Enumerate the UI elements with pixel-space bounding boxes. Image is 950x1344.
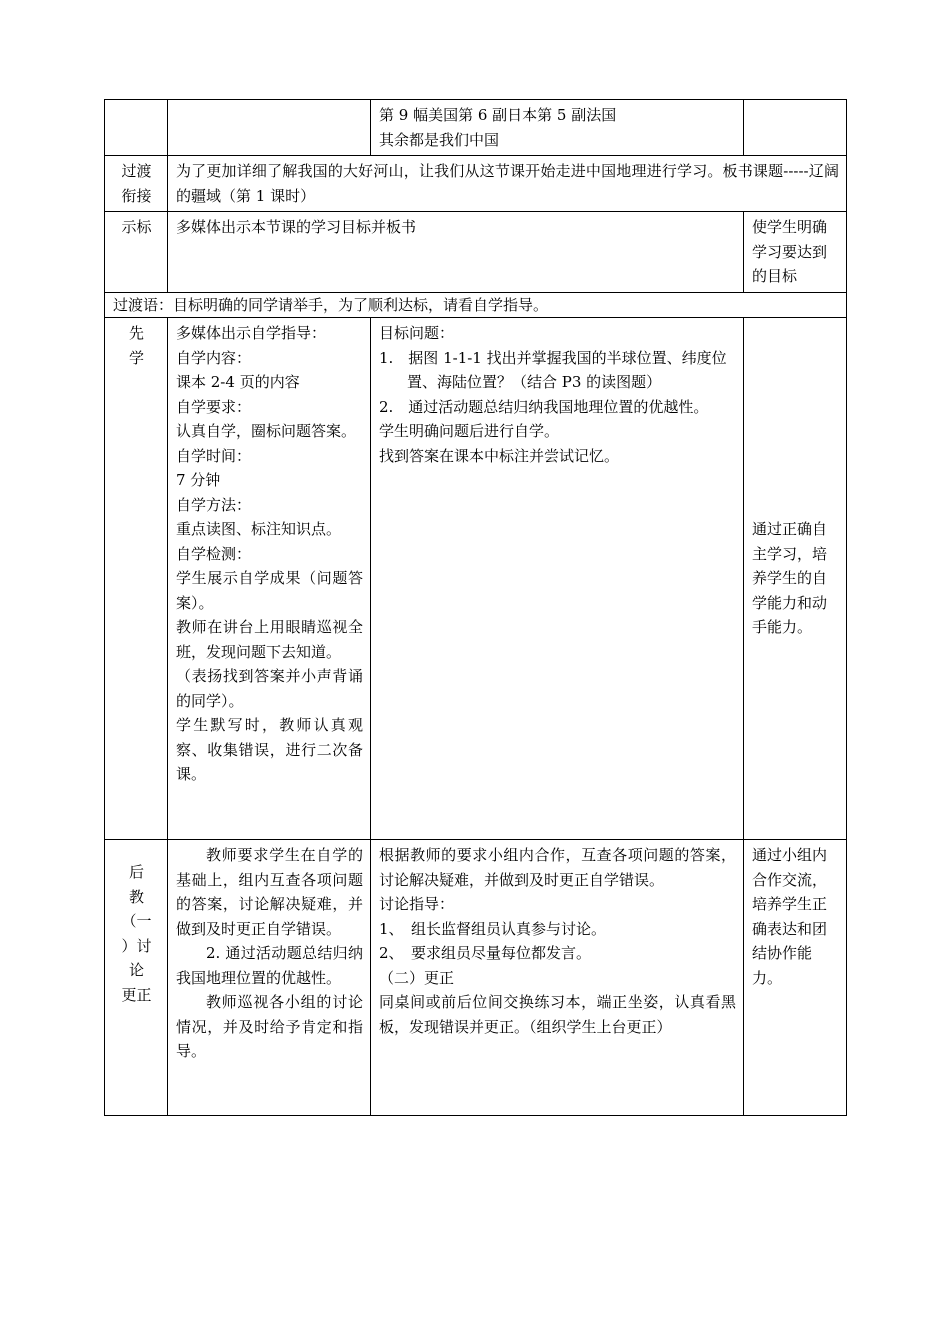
label-text: 更正 bbox=[121, 985, 152, 1004]
table-row-transition-2 bbox=[105, 293, 847, 318]
guide-line: 重点读图、标注知识点。 bbox=[176, 520, 342, 538]
label-cell-empty bbox=[105, 100, 168, 156]
teacher-cell-empty bbox=[168, 100, 371, 156]
student-paragraph: 讨论指导： bbox=[379, 895, 455, 913]
label-text: 论 bbox=[128, 961, 144, 979]
question-item: 1. 据图 1-1-1 找出并掌握我国的半球位置、纬度位置、海陆位置？（结合 P3 的读图题） bbox=[379, 348, 727, 391]
table-row-continuation bbox=[105, 100, 847, 156]
guide-line: 学生展示自学成果（问题答案）。 bbox=[176, 569, 363, 612]
question-item: 2. 通过活动题总结归纳我国地理位置的优越性。 bbox=[379, 397, 709, 416]
teacher-paragraph: 教师要求学生在自学的基础上，组内互查各项问题的答案，讨论解决疑难，并做到及时更正自学错误。 bbox=[176, 846, 363, 938]
transition-2-content: 过渡语：目标明确的同学请举手，为了顺利达标，请看自学指导。 bbox=[105, 293, 847, 318]
intent-cell-empty bbox=[744, 100, 847, 156]
guide-line: 自学检测： bbox=[176, 544, 252, 563]
goal-content: 多媒体出示本节课的学习目标并板书 bbox=[168, 212, 744, 293]
selfstudy-intent: 通过正确自主学习，培养学生的自学能力和动手能力。 bbox=[744, 318, 847, 840]
row-label bbox=[105, 840, 168, 1116]
guide-line: 自学内容： bbox=[176, 348, 252, 367]
row-label bbox=[105, 318, 168, 840]
question-list bbox=[379, 346, 736, 420]
discuss-intent: 通过小组内合作交流，培养学生正确表达和团结协作能力。 bbox=[744, 840, 847, 1116]
table-row-goal bbox=[105, 212, 847, 293]
label-text: （一 bbox=[121, 912, 152, 930]
student-paragraph: 同桌间或前后位间交换练习本，端正坐姿，认真看黑板，发现错误并更正。（组织学生上台更正） bbox=[379, 993, 736, 1036]
guide-line: 课本 2-4 页的内容 bbox=[176, 373, 300, 391]
student-paragraph: 1、 组长监督组员认真参与讨论。 bbox=[379, 919, 607, 938]
table-row-discuss bbox=[105, 840, 847, 1116]
text-line: 第 9 幅美国第 6 副日本第 5 副法国 bbox=[379, 106, 617, 124]
teacher-paragraph: 2. 通过活动题总结归纳我国地理位置的优越性。 bbox=[176, 944, 363, 987]
guide-line: 自学方法： bbox=[176, 495, 252, 514]
label-text: 衔接 bbox=[121, 186, 152, 205]
selfstudy-questions bbox=[371, 318, 744, 840]
guide-line: 自学时间： bbox=[176, 446, 252, 465]
student-line: 找到答案在课本中标注并尝试记忆。 bbox=[379, 446, 620, 465]
guide-line: 7 分钟 bbox=[176, 471, 221, 489]
guide-line: 多媒体出示自学指导： bbox=[176, 324, 327, 342]
label-text: 学 bbox=[128, 348, 144, 367]
guide-line: 认真自学，圈标问题答案。 bbox=[176, 422, 357, 440]
guide-line: 自学要求： bbox=[176, 397, 252, 416]
student-cell bbox=[371, 100, 744, 156]
student-line: 学生明确问题后进行自学。 bbox=[379, 422, 560, 440]
discuss-teacher bbox=[168, 840, 371, 1116]
questions-title: 目标问题： bbox=[379, 324, 455, 342]
student-paragraph: 2、 要求组员尽量每位都发言。 bbox=[379, 944, 592, 962]
row-label: 示标 bbox=[105, 212, 168, 293]
label-text: 教 bbox=[128, 887, 144, 906]
lesson-plan-table bbox=[104, 99, 847, 1116]
row-label bbox=[105, 156, 168, 212]
teacher-paragraph: 教师巡视各小组的讨论情况，并及时给予肯定和指导。 bbox=[176, 993, 363, 1060]
label-text: ）讨 bbox=[121, 936, 152, 955]
selfstudy-guide bbox=[168, 318, 371, 840]
guide-line: 学生默写时，教师认真观察、收集错误，进行二次备课。 bbox=[176, 716, 363, 783]
student-paragraph: （二）更正 bbox=[379, 968, 455, 987]
guide-line: 教师在讲台上用眼睛巡视全班，发现问题下去知道。 bbox=[176, 618, 363, 661]
student-paragraph: 根据教师的要求小组内合作，互查各项问题的答案，讨论解决疑难，并做到及时更正自学错误。 bbox=[379, 846, 736, 889]
label-text: 先 bbox=[128, 324, 144, 342]
label-text: 后 bbox=[128, 863, 144, 881]
label-text: 过渡 bbox=[121, 162, 152, 180]
table-row-transition bbox=[105, 156, 847, 212]
text-line: 其余都是我们中国 bbox=[379, 130, 500, 149]
discuss-student bbox=[371, 840, 744, 1116]
guide-line: （表扬找到答案并小声背诵的同学）。 bbox=[176, 667, 363, 710]
goal-intent: 使学生明确学习要达到的目标 bbox=[744, 212, 847, 293]
transition-content: 为了更加详细了解我国的大好河山，让我们从这节课开始走进中国地理进行学习。板书课题-----辽阔的疆域（第 1 课时） bbox=[168, 156, 847, 212]
table-row-selfstudy bbox=[105, 318, 847, 840]
